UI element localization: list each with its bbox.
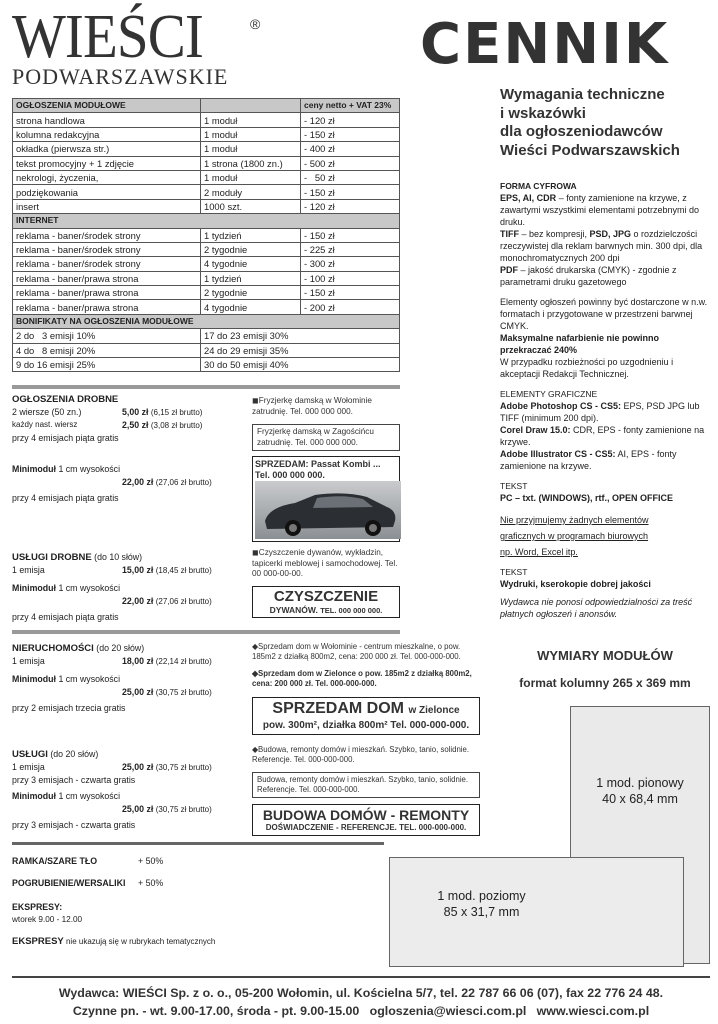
table-row: insert 1000 szt. - 120 zł	[13, 199, 400, 213]
table-row: tekst promocyjny + 1 zdjęcie 1 strona (1800 zn.) - 500 zł	[13, 156, 400, 170]
table-row: reklama - baner/środek strony 2 tygodnie - 225 zł	[13, 242, 400, 256]
table-row: reklama - baner/prawa strona 1 tydzień - 100 zł	[13, 271, 400, 285]
divider	[12, 630, 400, 634]
table-row: strona handlowa 1 moduł - 120 zł	[13, 113, 400, 127]
sample-ad: ◼Fryzjerkę damską w Wołominie zatrudnię. Tel. 000 000 000.	[252, 396, 372, 416]
car-ad: SPRZEDAM: Passat Kombi ... Tel. 000 000 000.	[252, 456, 400, 542]
sample-ad: ◆Sprzedam dom w Zielonce o pow. 185m2 z działką 800m2, cena: 200 000 zł. Tel. 000-000-000.	[252, 669, 472, 688]
modules-title: WYMIARY MODUŁÓW	[537, 648, 673, 663]
table-row: okładka (pierwsza str.) 1 moduł - 400 zł	[13, 142, 400, 156]
budowa-ad: BUDOWA DOMÓW - REMONTY DOŚWIADCZENIE - REFERENCJE. TEL. 000-000-000.	[252, 804, 480, 836]
table-row: reklama - baner/prawa strona 4 tygodnie - 200 zł	[13, 300, 400, 314]
sample-ad: ◼Czyszczenie dywanów, wykładzin, tapicerki meblowej i samochodowej. Tel. 00 000-00-00.	[252, 548, 398, 578]
sample-ad-boxed: Fryzjerkę damską w Zagościńcu zatrudnię. Tel. 000 000 000.	[252, 424, 400, 451]
email-link[interactable]: ogloszenia@wiesci.com.pl	[369, 1004, 527, 1018]
sample-ad: ◆Sprzedam dom w Wołominie - centrum mieszkalne, o pow. 185m2 z działką 800m2, cena: 200 000 zł. Tel. 000-000-000.	[252, 642, 461, 661]
logo-subtitle: PODWARSZAWSKIE	[12, 64, 229, 89]
section-extras: RAMKA/SZARE TŁO + 50% POGRUBIENIE/WERSALIKI + 50% EKSPRESY: wtorek 9.00 - 12.00 EKSPRESY nie ukazują się w rubrykach tematycznych	[12, 856, 216, 947]
section-drobne: OGŁOSZENIA DROBNE 2 wiersze (50 zn.) 5,00 zł (6,15 zł brutto) każdy nast. wiersz 2,50 zł (3,08 zł brutto) przy 4 emisjach piąta gratis Minimoduł 1 cm wysokości 22,00 zł (27,06 zł brutto) przy 4 emisjach piąta gratis	[12, 394, 242, 505]
table-header: OGŁOSZENIA MODUŁOWE ceny netto + VAT 23%	[13, 99, 400, 113]
footer-divider	[12, 976, 710, 978]
sample-ad-boxed: Budowa, remonty domów i mieszkań. Szybko, tanio, solidnie. Referencje. Tel. 000-000-000.	[252, 772, 480, 798]
dom-ad: SPRZEDAM DOM w Zielonce pow. 300m², działka 800m² Tel. 000-000-000.	[252, 697, 480, 735]
table-row: nekrologi, życzenia, 1 moduł - 50 zł	[13, 170, 400, 184]
module-pionowy: 1 mod. pionowy 40 x 68,4 mm	[570, 706, 710, 964]
table-row: 9 do 16 emisji 25% 30 do 50 emisji 40%	[13, 358, 400, 372]
logo	[12, 3, 392, 90]
footer-publisher: Wydawca: WIEŚCI Sp. z o. o., 05-200 Wołomin, ul. Kościelna 5/7, tel. 22 787 66 06 (07), fax 22 776 24 48.	[58, 986, 664, 1000]
divider	[12, 385, 400, 389]
table-row: kolumna redakcyjna 1 moduł - 150 zł	[13, 127, 400, 141]
table-row: podziękowania 2 moduły - 150 zł	[13, 185, 400, 199]
bonus-header: BONIFIKATY NA OGŁOSZENIA MODUŁOWE	[13, 314, 400, 328]
car-photo	[255, 481, 401, 539]
czyszczenie-ad: CZYSZCZENIE DYWANÓW. TEL. 000 000 000.	[252, 586, 400, 618]
price-table	[12, 98, 400, 372]
website-link[interactable]: www.wiesci.com.pl	[536, 1004, 650, 1018]
table-row: reklama - baner/środek strony 1 tydzień - 150 zł	[13, 228, 400, 242]
requirements-body: FORMA CYFROWA EPS, AI, CDR – fonty zamienione na krzywe, z zawartymi wszystkimi elementami potrzebnymi do druku. TIFF – bez kompresji, PSD, JPG o rozdzielczości rzeczywistej dla reklam barwnych min. 300 dpi, dla monochromatycznych 200 dpi PDF – jakość drukarska (CMYK) - zgodnie z parametrami druku gazetowego Elementy ogłoszeń powinny być dostarczone w n.w. formatach i przygotowane w przestrzeni barwnej CMYK. Maksymalne nafarbienie nie powinno przekraczać 240% W przypadku rozbieżności po uzgodnieniu i akceptacji Redakcji Technicznej. ELEMENTY GRAFICZNE Adobe Photoshop CS - CS5: EPS, PSD JPG lub TIFF (minimum 200 dpi). Corel Draw 15.0: CDR, EPS - fonty zamienione na krzywe. Adobe Illustrator CS - CS5: AI, EPS - fonty zamienione na krzywe. TEKST PC – txt. (WINDOWS), rtf., OPEN OFFICE Nie przyjmujemy żadnych elementów graficznych w programach biurowych np. Word, Excel itp. TEKST Wydruki, kserokopie dobrej jakości Wydawca nie ponosi odpowiedzialności za treść płatnych ogłoszeń i anonsów.	[500, 181, 708, 619]
column-format: format kolumny 265 x 369 mm	[519, 676, 691, 690]
section-uslugi-drobne: USŁUGI DROBNE (do 10 słów) 1 emisja 15,00 zł (18,45 zł brutto) Minimoduł 1 cm wysokości 22,00 zł (27,06 zł brutto) przy 4 emisjach piąta gratis	[12, 552, 212, 622]
module-poziomy: 1 mod. poziomy 85 x 31,7 mm	[389, 857, 684, 967]
table-row: reklama - baner/prawa strona 2 tygodnie - 150 zł	[13, 286, 400, 300]
section-uslugi: USŁUGI (do 20 słów) 1 emisja 25,00 zł (30,75 zł brutto) przy 3 emisjach - czwarta gratis Minimoduł 1 cm wysokości 25,00 zł (30,75 zł brutto) przy 3 emisjach - czwarta gratis	[12, 749, 212, 830]
section-nieruchomosci: NIERUCHOMOŚCI (do 20 słów) 1 emisja 18,00 zł (22,14 zł brutto) Minimoduł 1 cm wysokości 25,00 zł (30,75 zł brutto) przy 2 emisjach trzecia gratis	[12, 643, 212, 713]
requirements-title: Wymagania techniczne i wskazówki dla ogłoszeniodawców Wieści Podwarszawskich	[500, 86, 680, 159]
sample-ad: ◆Budowa, remonty domów i mieszkań. Szybko, tanio, solidnie. Referencje. Tel. 000-000-000.	[252, 745, 470, 764]
table-row: 4 do 8 emisji 20% 24 do 29 emisji 35%	[13, 343, 400, 357]
internet-header: INTERNET	[13, 214, 400, 228]
table-row: 2 do 3 emisji 10% 17 do 23 emisji 30%	[13, 329, 400, 343]
table-row: reklama - baner/środek strony 4 tygodnie - 300 zł	[13, 257, 400, 271]
page-title: CENNIK	[420, 12, 670, 77]
footer-hours: Czynne pn. - wt. 9.00-17.00, środa - pt. 9.00-15.00 ogloszenia@wiesci.com.pl www.wiesci.com.pl	[72, 1004, 650, 1018]
registered-mark: ®	[250, 16, 261, 32]
divider	[12, 842, 384, 845]
section-title: OGŁOSZENIA DROBNE	[12, 394, 119, 405]
logo-title: WIEŚCI	[12, 3, 203, 71]
